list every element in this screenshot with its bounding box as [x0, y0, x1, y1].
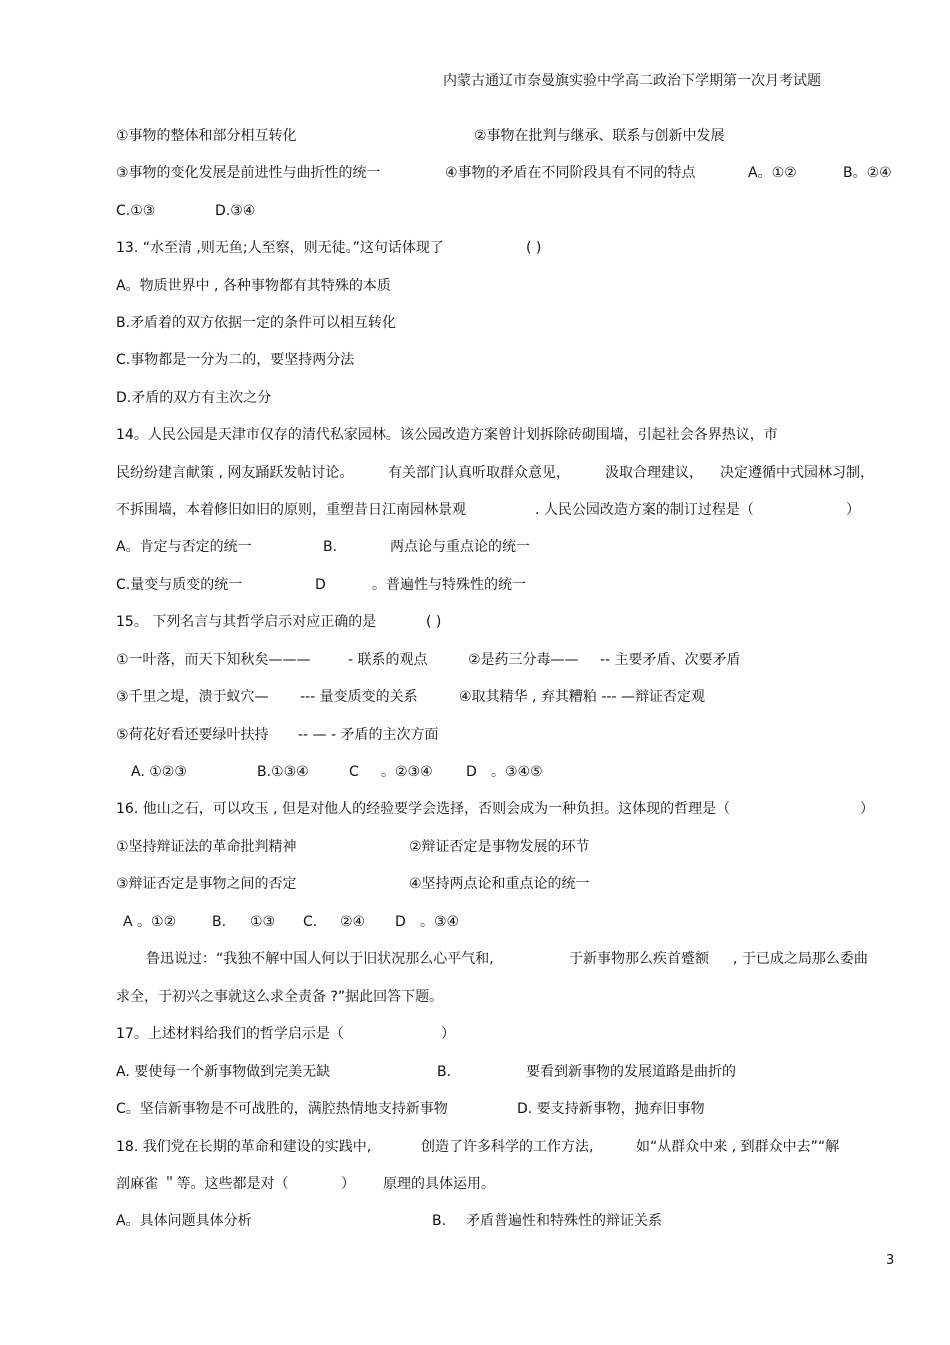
question-17-choice-c: C。坚信新事物是不可战胜的，满腔热情地支持新事物 — [116, 1101, 448, 1117]
question-16-choice-a: A 。①② — [123, 914, 177, 930]
question-16-choice-d: 。③④ — [420, 914, 460, 930]
question-16-choice-b-letter: B. — [212, 914, 227, 930]
question-18-choice-b-letter: B. — [432, 1213, 447, 1229]
question-15-choice-c: 。②③④ — [381, 764, 433, 780]
question-15-item-1: ①一叶落，而天下知秋矣——— — [116, 652, 311, 668]
question-14-line-3c: ） — [846, 502, 860, 518]
question-15-item-3: ③千里之堤，溃于蚁穴— — [116, 689, 269, 705]
question-16-option-3: ③辩证否定是事物之间的否定 — [116, 876, 297, 892]
question-14-line-2d: 决定遵循中式园林习制， — [720, 465, 874, 481]
question-13-stem: 13. “水至清 ,则无鱼;人至察，则无徒。”这句话体现了 — [116, 240, 444, 256]
material-line-1b: 于新事物那么疾首蹙额 — [569, 951, 709, 967]
question-13-choice-d: D.矛盾的双方有主次之分 — [116, 390, 272, 406]
question-17-choice-b: 要看到新事物的发展道路是曲折的 — [526, 1064, 736, 1080]
material-line-2: 求全，于初兴之事就这么求全责备 ?”据此回答下题。 — [116, 989, 444, 1005]
material-line-1a: 鲁迅说过：“我独不解中国人何以于旧状况那么心平气和, — [146, 951, 494, 967]
question-14-choice-b: 两点论与重点论的统一 — [390, 539, 530, 555]
question-18-line-1a: 18. 我们党在长期的革命和建设的实践中, — [116, 1139, 372, 1155]
question-15-item-3-meaning: --- 量变质变的关系 — [300, 689, 418, 705]
option-1: ①事物的整体和部分相互转化 — [116, 128, 297, 144]
question-16-stem: 16. 他山之石，可以攻玉 , 但是对他人的经验要学会选择，否则会成为一种负担。这体现的哲理是（ — [116, 801, 731, 817]
question-15-choice-d: 。③④⑤ — [491, 764, 543, 780]
question-15-item-2-meaning: -- 主要矛盾、次要矛盾 — [600, 652, 741, 668]
choice-b: B。②④ — [843, 165, 892, 181]
question-18-line-1c: 如“从群众中来 , 到群众中去”“解 — [636, 1139, 840, 1155]
question-15-stem: 15。 下列名言与其哲学启示对应正确的是 — [116, 614, 377, 630]
question-15-item-5-meaning: -- — - 矛盾的主次方面 — [298, 727, 439, 743]
question-17-stem: 17。上述材料给我们的哲学启示是（ — [116, 1026, 344, 1042]
question-16-paren: ） — [860, 801, 874, 817]
question-16-option-4: ④坚持两点论和重点论的统一 — [409, 876, 590, 892]
question-17-choice-b-letter: B. — [437, 1064, 452, 1080]
question-15-choice-a: A. ①②③ — [131, 764, 187, 780]
page-header: 内蒙古通辽市奈曼旗实验中学高二政治下学期第一次月考试题 — [443, 73, 821, 89]
question-16-choice-c: ②④ — [340, 914, 366, 930]
option-3: ③事物的变化发展是前进性与曲折性的统一 — [116, 165, 381, 181]
choice-a: A。①② — [748, 165, 797, 181]
question-17-choice-d: D. 要支持新事物，抛弃旧事物 — [517, 1101, 705, 1117]
question-14-choice-d: 。普遍性与特殊性的统一 — [372, 577, 526, 593]
choice-d: D.③④ — [215, 203, 256, 219]
question-15-choice-d-letter: D — [466, 764, 477, 780]
question-14-line-3a: 不拆围墙，本着修旧如旧的原则，重塑昔日江南园林景观 — [116, 502, 466, 518]
question-14-line-2b: 有关部门认真听取群众意见， — [388, 465, 570, 481]
question-15-choice-c-letter: C — [349, 764, 359, 780]
question-16-choice-b: ①③ — [250, 914, 276, 930]
question-16-choice-d-letter: D — [395, 914, 406, 930]
choice-c: C.①③ — [116, 203, 156, 219]
question-15-choice-b: B.①③④ — [257, 764, 309, 780]
question-16-option-1: ①坚持辩证法的革命批判精神 — [116, 839, 297, 855]
question-15-item-1-meaning: - 联系的观点 — [348, 652, 428, 668]
question-14-line-3b: . 人民公园改造方案的制订过程是（ — [535, 502, 754, 518]
question-18-choice-b: 矛盾普遍性和特殊性的辩证关系 — [466, 1213, 662, 1229]
question-16-choice-c-letter: C. — [303, 914, 318, 930]
option-4: ④事物的矛盾在不同阶段具有不同的特点 — [445, 165, 696, 181]
question-15-item-4: ④取其精华 , 弃其糟粕 --- —辩证否定观 — [459, 689, 705, 705]
question-14-choice-b-letter: B. — [323, 539, 338, 555]
question-18-line-2c: 原理的具体运用。 — [383, 1176, 495, 1192]
question-18-line-1b: 创造了许多科学的工作方法, — [421, 1139, 594, 1155]
question-18-line-2a: 剖麻雀 ＂等。这些都是对（ — [116, 1176, 289, 1192]
question-13-choice-c: C.事物都是一分为二的，要坚持两分法 — [116, 352, 355, 368]
question-14-line-1: 14。人民公园是天津市仅存的清代私家园林。该公园改造方案曾计划拆除砖砌围墙，引起社会各界热议，市 — [116, 427, 778, 443]
question-17-paren: ） — [441, 1026, 455, 1042]
question-15-item-5: ⑤荷花好看还要绿叶扶持 — [116, 727, 269, 743]
question-16-option-2: ②辩证否定是事物发展的环节 — [409, 839, 590, 855]
question-18-line-2b: ） — [341, 1176, 355, 1192]
page-number: 3 — [886, 1253, 895, 1268]
question-14-choice-d-letter: D — [315, 577, 326, 593]
question-13-paren: ( ) — [526, 240, 542, 256]
question-15-paren: ( ) — [426, 614, 442, 630]
question-13-choice-a: A。物质世界中 , 各种事物都有其特殊的本质 — [116, 278, 391, 294]
question-15-item-2: ②是药三分毒—— — [468, 652, 579, 668]
question-14-line-2c: 汲取合理建议， — [605, 465, 703, 481]
question-17-choice-a: A. 要使每一个新事物做到完美无缺 — [116, 1064, 331, 1080]
question-14-line-2a: 民纷纷建言献策 , 网友踊跃发帖讨论。 — [116, 465, 354, 481]
material-line-1c: , 于已成之局那么委曲 — [733, 951, 868, 967]
question-14-choice-a: A。肯定与否定的统一 — [116, 539, 252, 555]
question-14-choice-c: C.量变与质变的统一 — [116, 577, 243, 593]
question-18-choice-a: A。具体问题具体分析 — [116, 1213, 252, 1229]
option-2: ②事物在批判与继承、联系与创新中发展 — [474, 128, 725, 144]
question-13-choice-b: B.矛盾着的双方依据一定的条件可以相互转化 — [116, 315, 397, 331]
